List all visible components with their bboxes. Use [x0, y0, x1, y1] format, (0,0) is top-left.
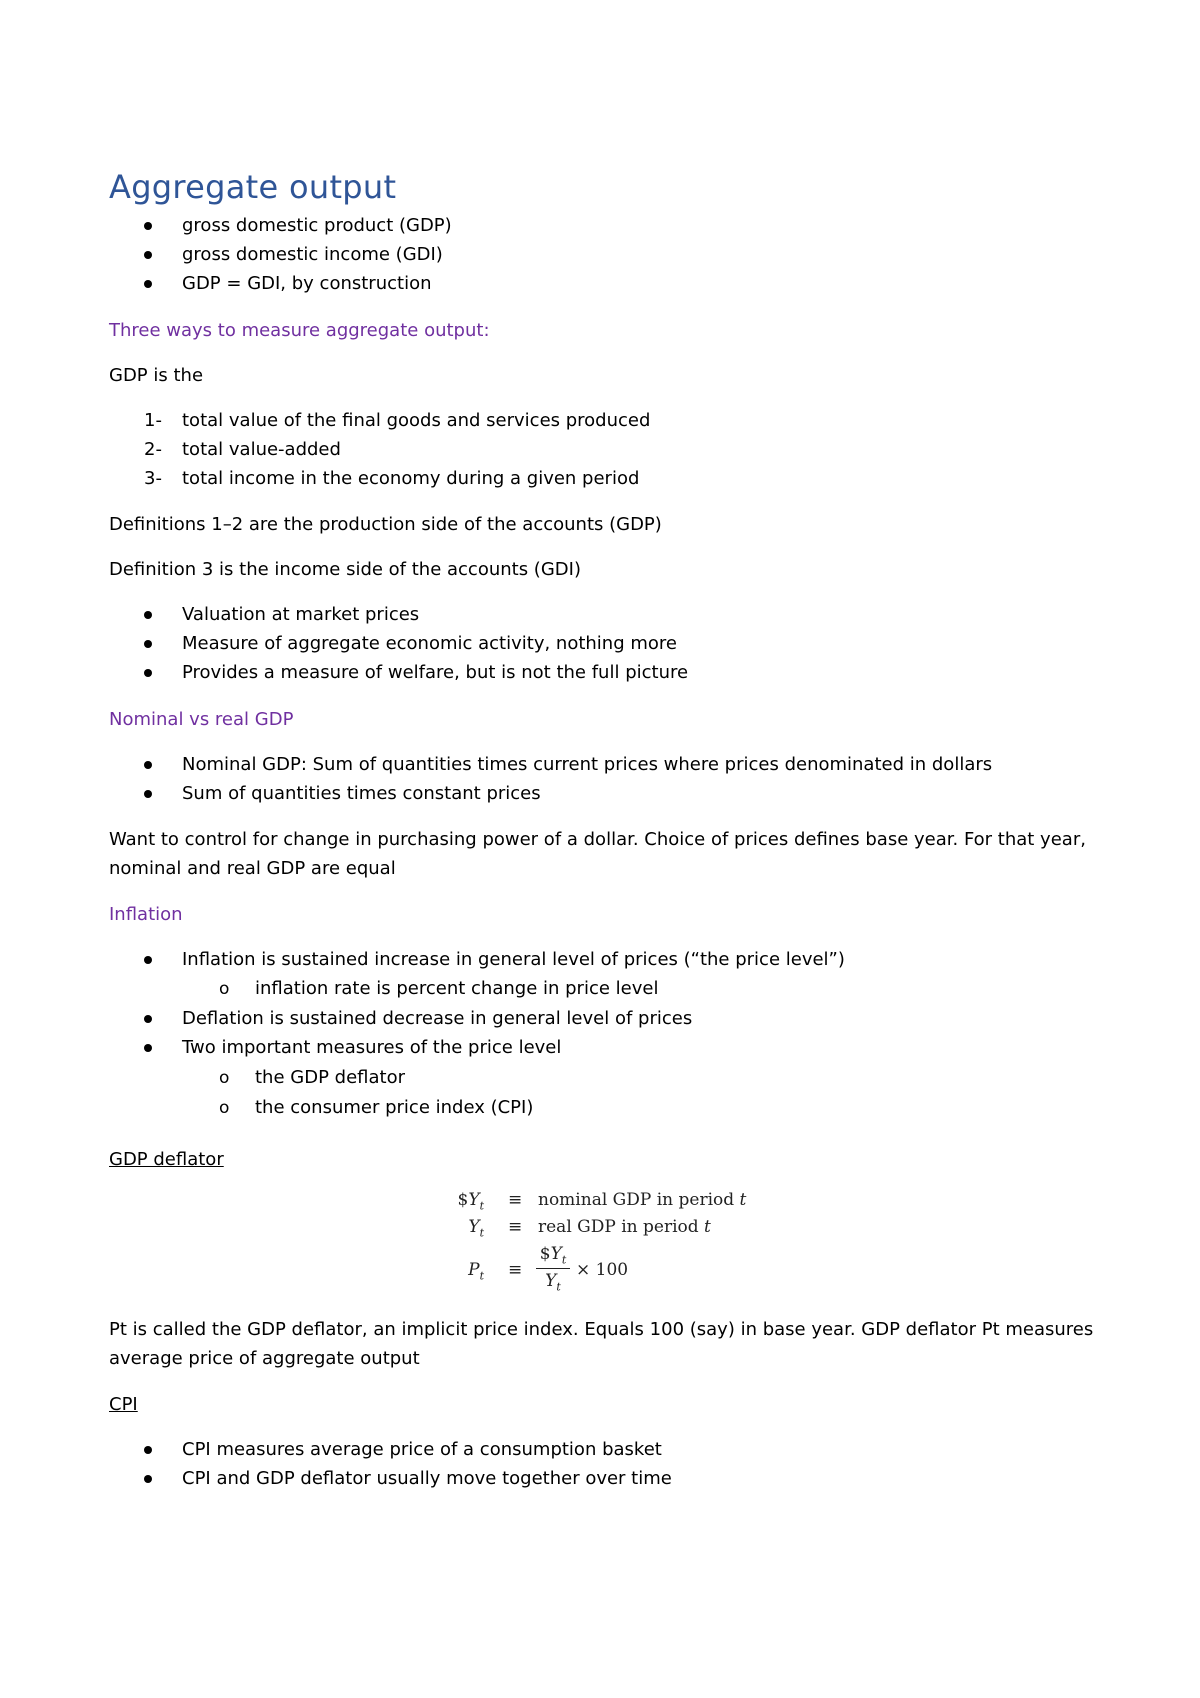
cpi-bullet-1: CPI measures average price of a consumption basket	[182, 1439, 662, 1460]
formula-times-100: × 100	[576, 1260, 629, 1280]
bullet-dot	[144, 611, 152, 619]
bullet-dot	[144, 790, 152, 798]
list-number-1: 1-	[144, 410, 162, 431]
gdp-deflator-formula	[420, 1190, 747, 1300]
bullet-dot	[144, 669, 152, 677]
nominal-real-heading: Nominal vs real GDP	[109, 709, 294, 730]
equiv-symbol: ≡	[508, 1217, 523, 1237]
formula-t: t	[704, 1217, 711, 1237]
equiv-symbol: ≡	[508, 1190, 523, 1210]
cpi-heading: CPI	[109, 1394, 138, 1415]
definitions-1-2: Definitions 1–2 are the production side of the accounts (GDP)	[109, 514, 662, 535]
intro-bullet-3: GDP = GDI, by construction	[182, 273, 432, 294]
nominal-paragraph-line-2: nominal and real GDP are equal	[109, 858, 396, 879]
nominal-bullet-2: Sum of quantities times constant prices	[182, 783, 541, 804]
bullet-dot	[144, 1044, 152, 1052]
inflation-bullet-2: Deflation is sustained decrease in general level of prices	[182, 1008, 693, 1029]
bullet-dot	[144, 1446, 152, 1454]
formula-price-symbol: $P_t$	[468, 1260, 484, 1283]
intro-bullet-1: gross domestic product (GDP)	[182, 215, 452, 236]
sub-bullet-marker: o	[219, 979, 230, 999]
bullet-dot	[144, 761, 152, 769]
list-number-2: 2-	[144, 439, 162, 460]
measure-sub-bullet-2: the consumer price index (CPI)	[255, 1097, 534, 1118]
list-number-3: 3-	[144, 468, 162, 489]
equiv-symbol: ≡	[508, 1260, 523, 1280]
numbered-item-1: total value of the final goods and services produced	[182, 410, 651, 431]
bullet-dot	[144, 222, 152, 230]
formula-nominal-symbol: $\$Y_t$	[457, 1190, 484, 1213]
bullet-dot	[144, 1475, 152, 1483]
nominal-paragraph-line-1: Want to control for change in purchasing power of a dollar. Choice of prices defines base year. For that year,	[109, 829, 1086, 850]
numbered-item-3: total income in the economy during a given period	[182, 468, 640, 489]
bullet-dot	[144, 956, 152, 964]
sub-bullet-marker: o	[219, 1098, 230, 1118]
formula-row-1-text	[538, 1190, 746, 1210]
bullet-dot	[144, 1015, 152, 1023]
inflation-bullet-3: Two important measures of the price level	[182, 1037, 562, 1058]
formula-real-symbol: $Y_t$	[468, 1217, 484, 1240]
measure-bullet-2: Measure of aggregate economic activity, nothing more	[182, 633, 677, 654]
formula-t: t	[739, 1190, 747, 1210]
bullet-dot	[144, 280, 152, 288]
deflator-paragraph-line-2: average price of aggregate output	[109, 1348, 420, 1369]
formula-row-1-label: nominal GDP in period	[538, 1190, 735, 1210]
measure-bullet-3: Provides a measure of welfare, but is not the full picture	[182, 662, 689, 683]
inflation-bullet-1: Inflation is sustained increase in general level of prices (“the price level”)	[182, 949, 845, 970]
formula-row-2-text	[538, 1217, 711, 1237]
bullet-dot	[144, 640, 152, 648]
formula-row-2-label: real GDP in period	[538, 1217, 699, 1237]
nominal-bullet-1: Nominal GDP: Sum of quantities times current prices where prices denominated in dollars	[182, 754, 993, 775]
cpi-bullet-2: CPI and GDP deflator usually move together over time	[182, 1468, 672, 1489]
inflation-sub-bullet: inflation rate is percent change in price level	[255, 978, 659, 999]
sub-bullet-marker: o	[219, 1068, 230, 1088]
formula-fraction: $\$Y_t$ $Y_t$	[536, 1244, 570, 1294]
definition-3: Definition 3 is the income side of the accounts (GDI)	[109, 559, 581, 580]
numbered-item-2: total value-added	[182, 439, 341, 460]
bullet-dot	[144, 251, 152, 259]
measure-bullet-1: Valuation at market prices	[182, 604, 420, 625]
inflation-heading: Inflation	[109, 904, 183, 925]
gdp-is-the-lead: GDP is the	[109, 365, 204, 386]
gdp-deflator-heading: GDP deflator	[109, 1149, 224, 1170]
intro-bullet-2: gross domestic income (GDI)	[182, 244, 443, 265]
measure-sub-bullet-1: the GDP deflator	[255, 1067, 405, 1088]
deflator-paragraph-line-1: Pt is called the GDP deflator, an implicit price index. Equals 100 (say) in base year. GDP deflator Pt measures	[109, 1319, 1094, 1340]
three-ways-heading: Three ways to measure aggregate output:	[109, 320, 490, 341]
page-title: Aggregate output	[109, 168, 397, 206]
